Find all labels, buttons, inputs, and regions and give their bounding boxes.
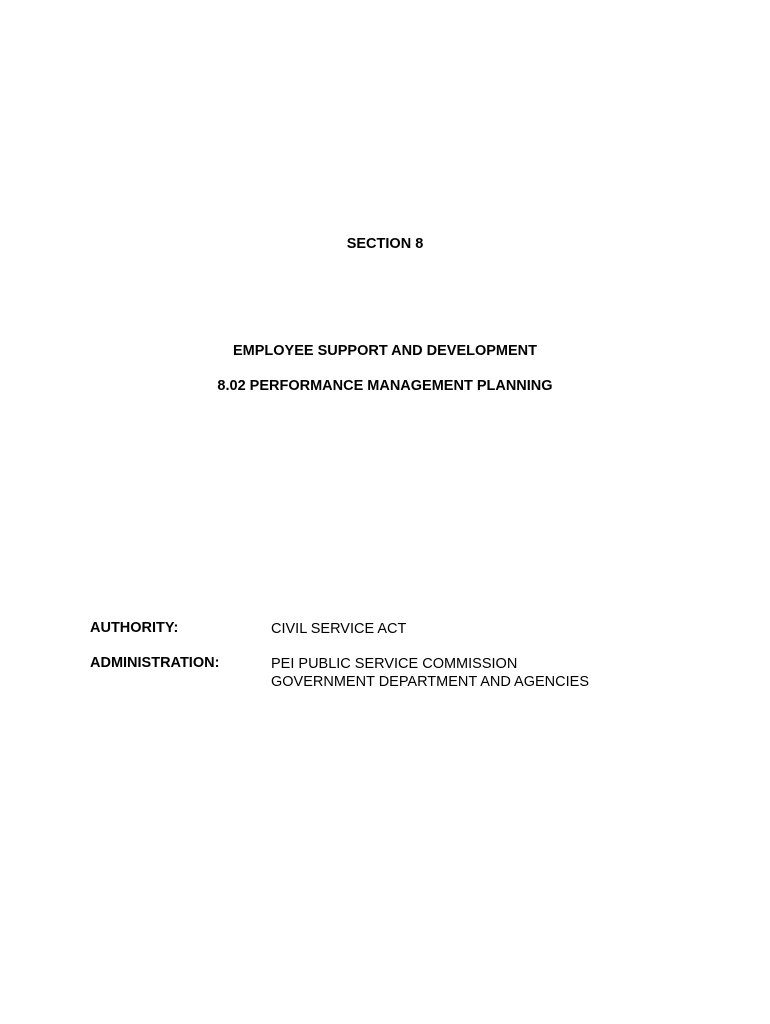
administration-values xyxy=(271,655,589,691)
administration-value-line: GOVERNMENT DEPARTMENT AND AGENCIES xyxy=(271,674,589,690)
administration-label: ADMINISTRATION: xyxy=(90,655,220,671)
administration-value-line: PEI PUBLIC SERVICE COMMISSION xyxy=(271,656,518,672)
primary-heading: EMPLOYEE SUPPORT AND DEVELOPMENT xyxy=(233,343,537,359)
authority-value: CIVIL SERVICE ACT xyxy=(271,621,407,637)
section-title: SECTION 8 xyxy=(346,236,424,252)
authority-label: AUTHORITY: xyxy=(90,620,179,636)
secondary-heading: 8.02 PERFORMANCE MANAGEMENT PLANNING xyxy=(217,378,553,394)
